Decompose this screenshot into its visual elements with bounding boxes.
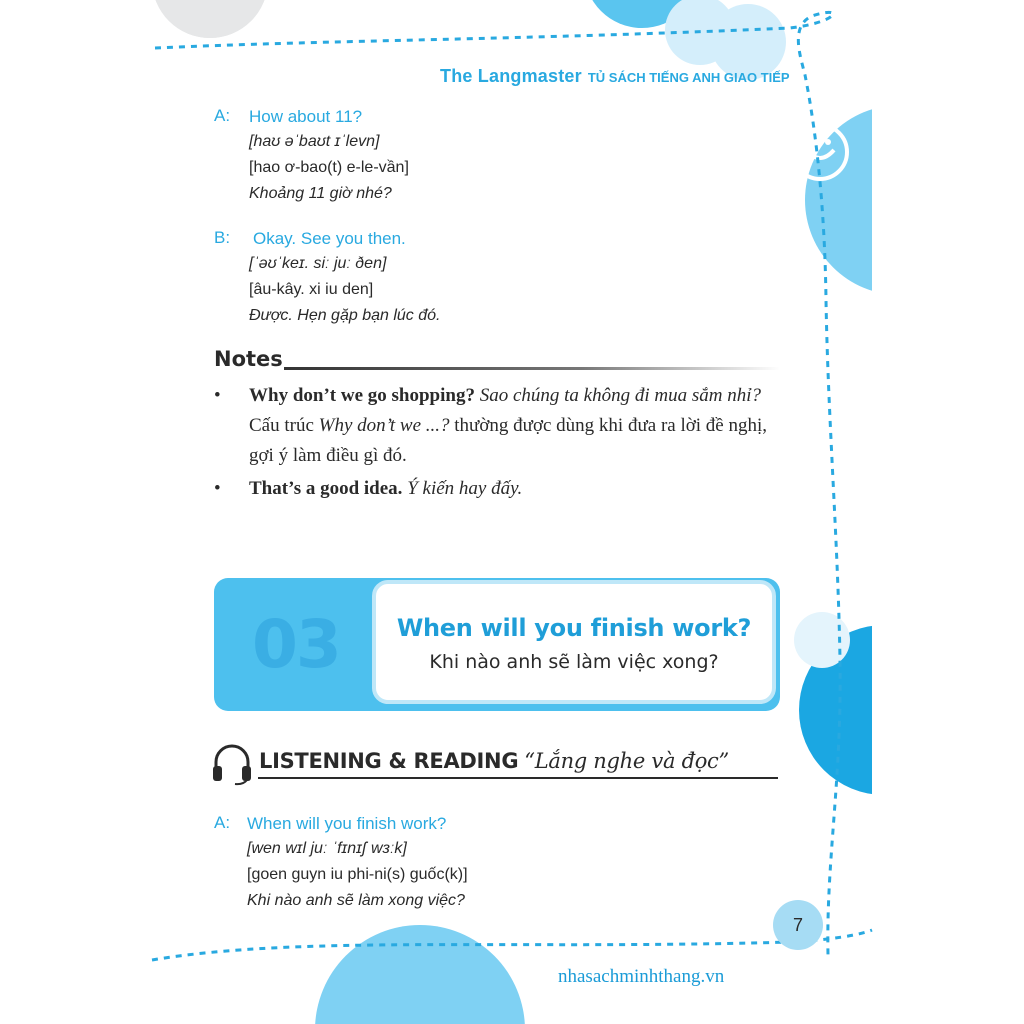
dialogue-english: Okay. See you then.: [253, 229, 406, 248]
lesson-title-en: When will you finish work?: [396, 614, 752, 642]
headphones-icon: [211, 742, 253, 786]
dialogue-vietnamese: Được. Hẹn gặp bạn lúc đó.: [249, 307, 441, 324]
lesson-title-vi: Khi nào anh sẽ làm việc xong?: [429, 651, 719, 673]
dialogue-ipa: [wen wɪl juː ˈfɪnɪʃ wɜːk]: [247, 840, 407, 857]
notes-rule: [284, 367, 780, 370]
section-title-en: LISTENING & READING: [259, 749, 519, 773]
note-bold: Why don’t we go shopping?: [249, 385, 475, 406]
dialogue-vietnamese: Khi nào anh sẽ làm xong việc?: [247, 892, 465, 909]
header-brand: [440, 66, 790, 87]
website-link[interactable]: nhasachminhthang.vn: [558, 966, 725, 987]
note-item: • That’s a good idea. Ý kiến hay đấy.: [214, 478, 523, 499]
dashed-border-bottom: [152, 930, 872, 960]
dialogue-ipa: [haʊ əˈbaʊt ɪˈlevn]: [249, 133, 380, 150]
series-name: TỦ SÁCH TIẾNG ANH GIAO TIẾP: [587, 70, 790, 85]
dialogue-english: When will you finish work?: [247, 814, 447, 833]
lesson-title-card: [372, 580, 776, 704]
section-title: [259, 749, 729, 773]
lesson-number: 03: [252, 606, 340, 683]
dialogue-english: How about 11?: [249, 107, 363, 126]
brand-name: The Langmaster: [440, 66, 582, 86]
section-rule: [258, 777, 778, 779]
speaker-a: A:: [214, 106, 231, 125]
speaker-a: A:: [214, 813, 231, 832]
decor-circle-bottom: [315, 925, 525, 1024]
note-italic: Ý kiến hay đấy.: [407, 478, 523, 499]
page-number: 7: [773, 900, 823, 950]
section-subtitle: “Lắng nghe và đọc”: [524, 749, 729, 773]
note-bold: That’s a good idea.: [249, 478, 403, 499]
speaker-b: B:: [214, 228, 231, 247]
dialogue-pronunciation: [hao ơ-bao(t) e-le-vần]: [249, 159, 409, 176]
note-text: Cấu trúc: [249, 415, 314, 436]
dialogue-ipa: [ˈəʊˈkeɪ. siː juː ðen]: [249, 255, 387, 272]
note-item: • Why don’t we go shopping? Sao chúng ta không đi mua sắm nhỉ? Cấu trúc Why don’t we ...? thường được dùng khi đưa ra lời đề nghị, gợi ý làm điều gì đó.: [214, 385, 768, 466]
decor-circle-small: [794, 612, 850, 668]
dialogue-pronunciation: [âu-kây. xi iu den]: [249, 281, 374, 298]
dialogue-pronunciation: [goen guyn iu phi-ni(s) guốc(k)]: [247, 866, 468, 883]
note-italic: Sao chúng ta không đi mua sắm nhỉ?: [479, 385, 761, 406]
note-text: thường được dùng khi đưa ra lời đề nghị, gợi ý làm điều gì đó.: [249, 415, 768, 466]
notes-title: Notes: [214, 347, 283, 371]
dialogue-vietnamese: Khoảng 11 giờ nhé?: [249, 185, 392, 202]
note-structure: Why don’t we ...?: [318, 415, 450, 436]
